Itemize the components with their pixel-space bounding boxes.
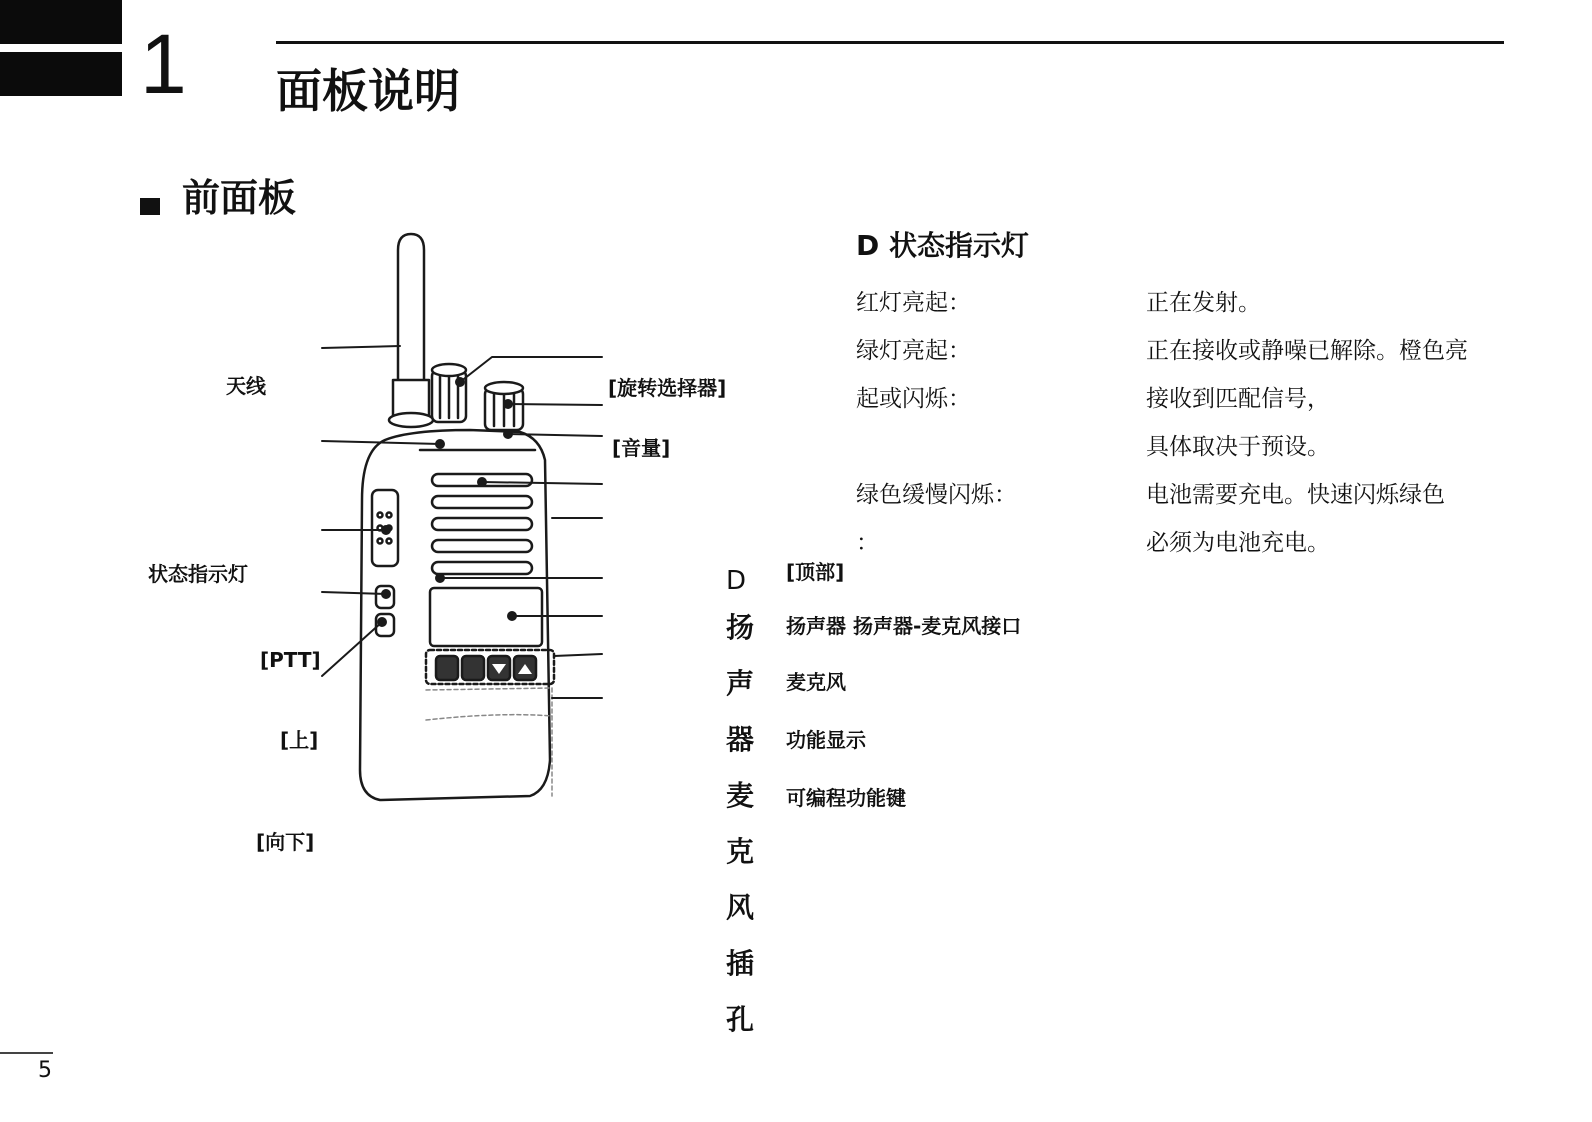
status-row-label: 起或闪烁：: [856, 386, 971, 412]
vertical-char: 插: [726, 947, 755, 980]
status-row-value: 正在接收或静噪已解除。橙色亮: [1146, 338, 1468, 364]
status-row-label: 红灯亮起：: [856, 290, 971, 316]
vertical-char: 器: [726, 723, 755, 756]
status-row-label: 绿灯亮起：: [856, 338, 971, 364]
section-title: 前面板: [182, 176, 297, 220]
vertical-char: 克: [726, 835, 755, 868]
status-row-label: ：: [856, 530, 879, 556]
status-row-value: 必须为电池充电。: [1146, 530, 1330, 556]
label-antenna: 天线: [226, 374, 266, 398]
status-row-value: 正在发射。: [1146, 290, 1261, 316]
label-down: [向下]: [256, 830, 315, 854]
chapter-number: 1: [140, 17, 187, 111]
label-function-display: 功能显示: [786, 728, 866, 752]
status-row-value: 电池需要充电。快速闪烁绿色: [1146, 482, 1445, 508]
label-ptt: [PTT]: [260, 648, 321, 672]
status-row-value: 接收到匹配信号，: [1146, 386, 1330, 412]
status-row-value: 具体取决于预设。: [1146, 434, 1330, 460]
footer-rule: [0, 1052, 53, 1054]
vertical-char: 风: [726, 891, 755, 924]
label-up: [上]: [280, 728, 319, 752]
vertical-char: 麦: [726, 779, 755, 812]
status-led-heading: D 状态指示灯: [856, 229, 1029, 262]
label-top: [顶部]: [786, 560, 845, 584]
label-rotary-selector: [旋转选择器]: [608, 376, 727, 400]
vertical-char: 声: [726, 667, 755, 700]
label-speaker-mic-jack: 扬声器 扬声器-麦克风接口: [786, 614, 1022, 638]
page-number: 5: [38, 1058, 52, 1083]
label-programmable-keys: 可编程功能键: [786, 786, 906, 810]
item-marker: D: [726, 566, 747, 596]
status-row-label: 绿色缓慢闪烁：: [856, 482, 1017, 508]
vertical-char: 扬: [726, 611, 755, 644]
label-status-led: 状态指示灯: [148, 562, 248, 586]
label-volume: [音量]: [612, 436, 671, 460]
vertical-char: 孔: [726, 1003, 755, 1036]
chapter-title: 面板说明: [276, 64, 460, 118]
label-microphone: 麦克风: [786, 670, 846, 694]
